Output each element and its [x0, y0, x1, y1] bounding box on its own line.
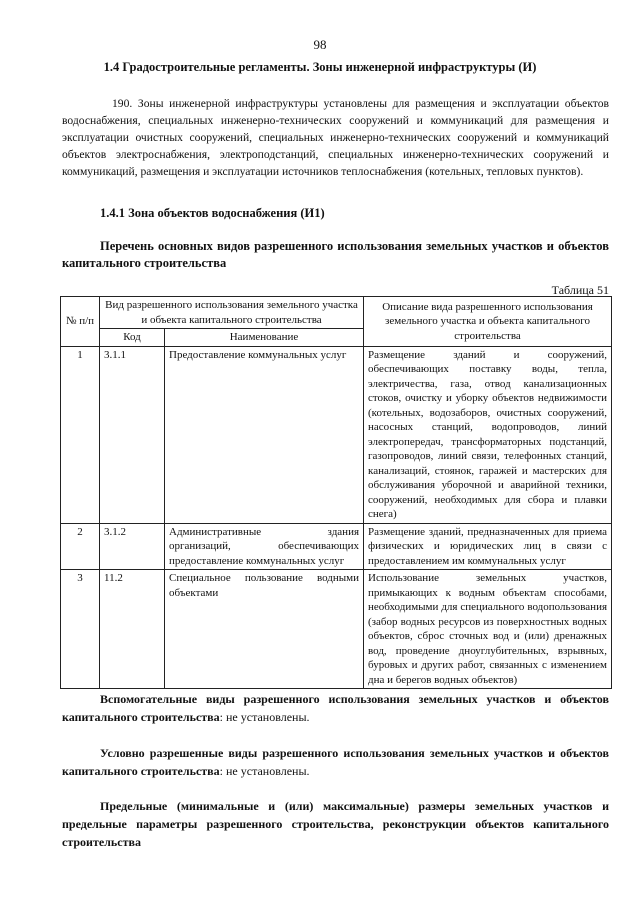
- header-code: Код: [100, 329, 165, 347]
- conditional-uses-paragraph: [62, 744, 609, 780]
- row-num: 3: [61, 570, 100, 689]
- table-row: [61, 523, 612, 570]
- row-description: Размещение зданий и сооружений, обеспечивающих поставку воды, тепла, электричества, газа, отвод канализационных стоков, очистку и уборку объектов недвижимости (котельных, водозаборов, очистных сооружений, насосных станций, водопроводов, линий электропередач, трансформаторных подстанций, газопроводов, линий связи, телефонных станций, канализаций, стоянок, гаражей и мастерских для обслуживания уборочной и аварийной техники, сооружений, необходимых для сбора и плавки снега): [364, 346, 612, 523]
- row-name: Специальное пользование водными объектами: [165, 570, 364, 689]
- row-num: 1: [61, 346, 100, 523]
- table-caption: Таблица 51: [551, 283, 609, 297]
- conditional-uses-value: : не установлены.: [219, 764, 310, 778]
- auxiliary-uses-value: : не установлены.: [219, 710, 310, 724]
- list-heading: Перечень основных видов разрешенного использования земельных участков и объектов капитального строительства: [62, 239, 609, 270]
- row-code: 3.1.2: [100, 523, 165, 570]
- header-num: № п/п: [61, 297, 100, 347]
- regulations-table: [60, 296, 612, 689]
- auxiliary-uses-paragraph: [62, 690, 609, 726]
- header-description: Описание вида разрешенного использования земельного участка и объекта капитального строительства: [364, 297, 612, 347]
- paragraph-190: 190. Зоны инженерной инфраструктуры установлены для размещения и эксплуатации объектов водоснабжения, специальных инженерно-технических сооружений и коммуникаций для размещения и эксплуатации очистных сооружений, специальных инженерно-технических сооружений и коммуникаций объектов электроснабжения, электроподстанций, специальных инженерно-технических сооружений и коммуникаций, размещения и эксплуатации источников теплоснабжения (котельных, тепловых пунктов).: [62, 97, 609, 178]
- conditional-uses-heading: Условно разрешенные виды разрешенного использования земельных участков и объектов капитального строительства: [62, 746, 609, 778]
- header-kind: Вид разрешенного использования земельного участка и объекта капитального строительства: [100, 297, 364, 329]
- table-row: [61, 346, 612, 523]
- page-number: 98: [313, 37, 327, 52]
- row-name: Предоставление коммунальных услуг: [165, 346, 364, 523]
- row-num: 2: [61, 523, 100, 570]
- row-description: Использование земельных участков, примыкающих к водным объектам способами, необходимыми для специального водопользования (забор водных ресурсов из поверхностных водных объектов, сброс сточных вод и (или) дренажных вод, проведение дноуглубительных, взрывных, буровых и других работ, связанных с изменением дна и берегов водных объектов): [364, 570, 612, 689]
- row-name: Административные здания организаций, обеспечивающих предоставление коммунальных услуг: [165, 523, 364, 570]
- row-code: 11.2: [100, 570, 165, 689]
- limits-heading: Предельные (минимальные и (или) максимальные) размеры земельных участков и предельные параметры разрешенного строительства, реконструкции объектов капитального строительства: [62, 799, 609, 849]
- table-header-row: [61, 297, 612, 329]
- table-row: [61, 570, 612, 689]
- header-name: Наименование: [165, 329, 364, 347]
- row-description: Размещение зданий, предназначенных для приема физических и юридических лиц в связи с предоставлением им коммунальных услуг: [364, 523, 612, 570]
- section-title: 1.4 Градостроительные регламенты. Зоны инженерной инфраструктуры (И): [103, 60, 537, 74]
- auxiliary-uses-heading: Вспомогательные виды разрешенного использования земельных участков и объектов капитального строительства: [62, 692, 609, 724]
- row-code: 3.1.1: [100, 346, 165, 523]
- subsection-title: 1.4.1 Зона объектов водоснабжения (И1): [100, 206, 325, 220]
